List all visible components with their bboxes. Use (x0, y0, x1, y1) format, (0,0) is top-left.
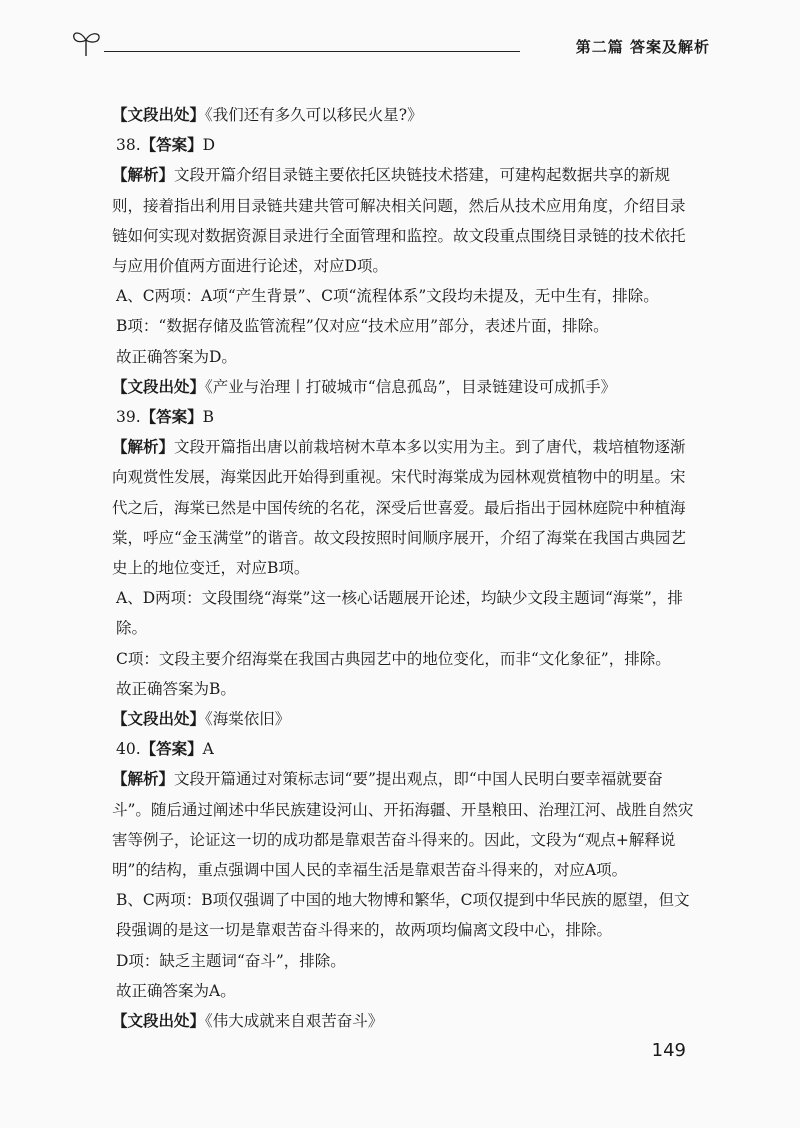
q39-answer: 39.【答案】B (116, 408, 215, 427)
q38-analysis: 【解析】文段开篇介绍目录链主要依托区块链技术搭建，可建构起数据共享的新规则，接着指出利用目录链共建共管可解决相关问题，然后从技术应用角度，介绍目录链如何实现对数据资源目录进行全面管理和监控。故文段重点围绕目录链的技术依托与应用价值两方面进行论述，对应D项。 (112, 166, 686, 276)
q39-option-c: C项：文段主要介绍海棠在我国古典园艺中的地位变化，而非“文化象征”，排除。 (116, 649, 671, 668)
q38-conclusion: 故正确答案为D。 (116, 347, 237, 366)
q39-conclusion: 故正确答案为B。 (116, 679, 236, 698)
header-title: 第二篇 答案及解析 (575, 38, 710, 56)
q38-source: 【文段出处】《产业与治理丨打破城市“信息孤岛”，目录链建设可成抓手》 (112, 377, 617, 396)
page-header (70, 24, 710, 64)
q38-answer: 38.【答案】D (116, 136, 216, 155)
q40-option-d: D项：缺乏主题词“奋斗”，排除。 (116, 951, 346, 970)
sprout-icon (70, 26, 104, 60)
header-rule (104, 51, 520, 52)
q39-analysis: 【解析】文段开篇指出唐以前栽培树木草本多以实用为主。到了唐代，栽培植物逐渐向观赏性发展，海棠因此开始得到重视。宋代时海棠成为园林观赏植物中的明星。宋代之后，海棠已然是中国传统的名花，深受后世喜爱。最后指出于园林庭院中种植海棠，呼应“金玉满堂”的谐音。故文段按照时间顺序展开，介绍了海棠在我国古典园艺史上的地位变迁，对应B项。 (112, 438, 686, 578)
q38-option-ac: A、C两项：A项“产生背景”、C项“流程体系”文段均未提及，无中生有，排除。 (116, 287, 659, 306)
q40-conclusion: 故正确答案为A。 (116, 981, 236, 1000)
q39-option-ad: A、D两项：文段围绕“海棠”这一核心话题展开论述，均缺少文段主题词“海棠”，排除。 (116, 589, 683, 638)
q40-source: 【文段出处】《伟大成就来自艰苦奋斗》 (112, 1012, 384, 1031)
page-number: 149 (651, 1040, 686, 1061)
q38-option-b: B项：“数据存储及监管流程”仅对应“技术应用”部分，表述片面，排除。 (116, 317, 609, 336)
answer-content (112, 100, 694, 1036)
q40-analysis: 【解析】文段开篇通过对策标志词“要”提出观点，即“中国人民明白要幸福就要奋斗”。随后通过阐述中华民族建设河山、开拓海疆、开垦粮田、治理江河、战胜自然灾害等例子，论证这一切的成功都是靠艰苦奋斗得来的。因此，文段为“观点+解释说明”的结构，重点强调中国人民的幸福生活是靠艰苦奋斗得来的，对应A项。 (112, 770, 694, 880)
q39-source: 【文段出处】《海棠依旧》 (112, 710, 291, 729)
q40-option-bc: B、C两项：B项仅强调了中国的地大物博和繁华，C项仅提到中华民族的愿望，但文段强调的是这一切是靠艰苦奋斗得来的，故两项均偏离文段中心，排除。 (116, 891, 690, 940)
q40-answer: 40.【答案】A (116, 740, 214, 759)
q37-source: 【文段出处】《我们还有多久可以移民火星?》 (112, 106, 423, 124)
